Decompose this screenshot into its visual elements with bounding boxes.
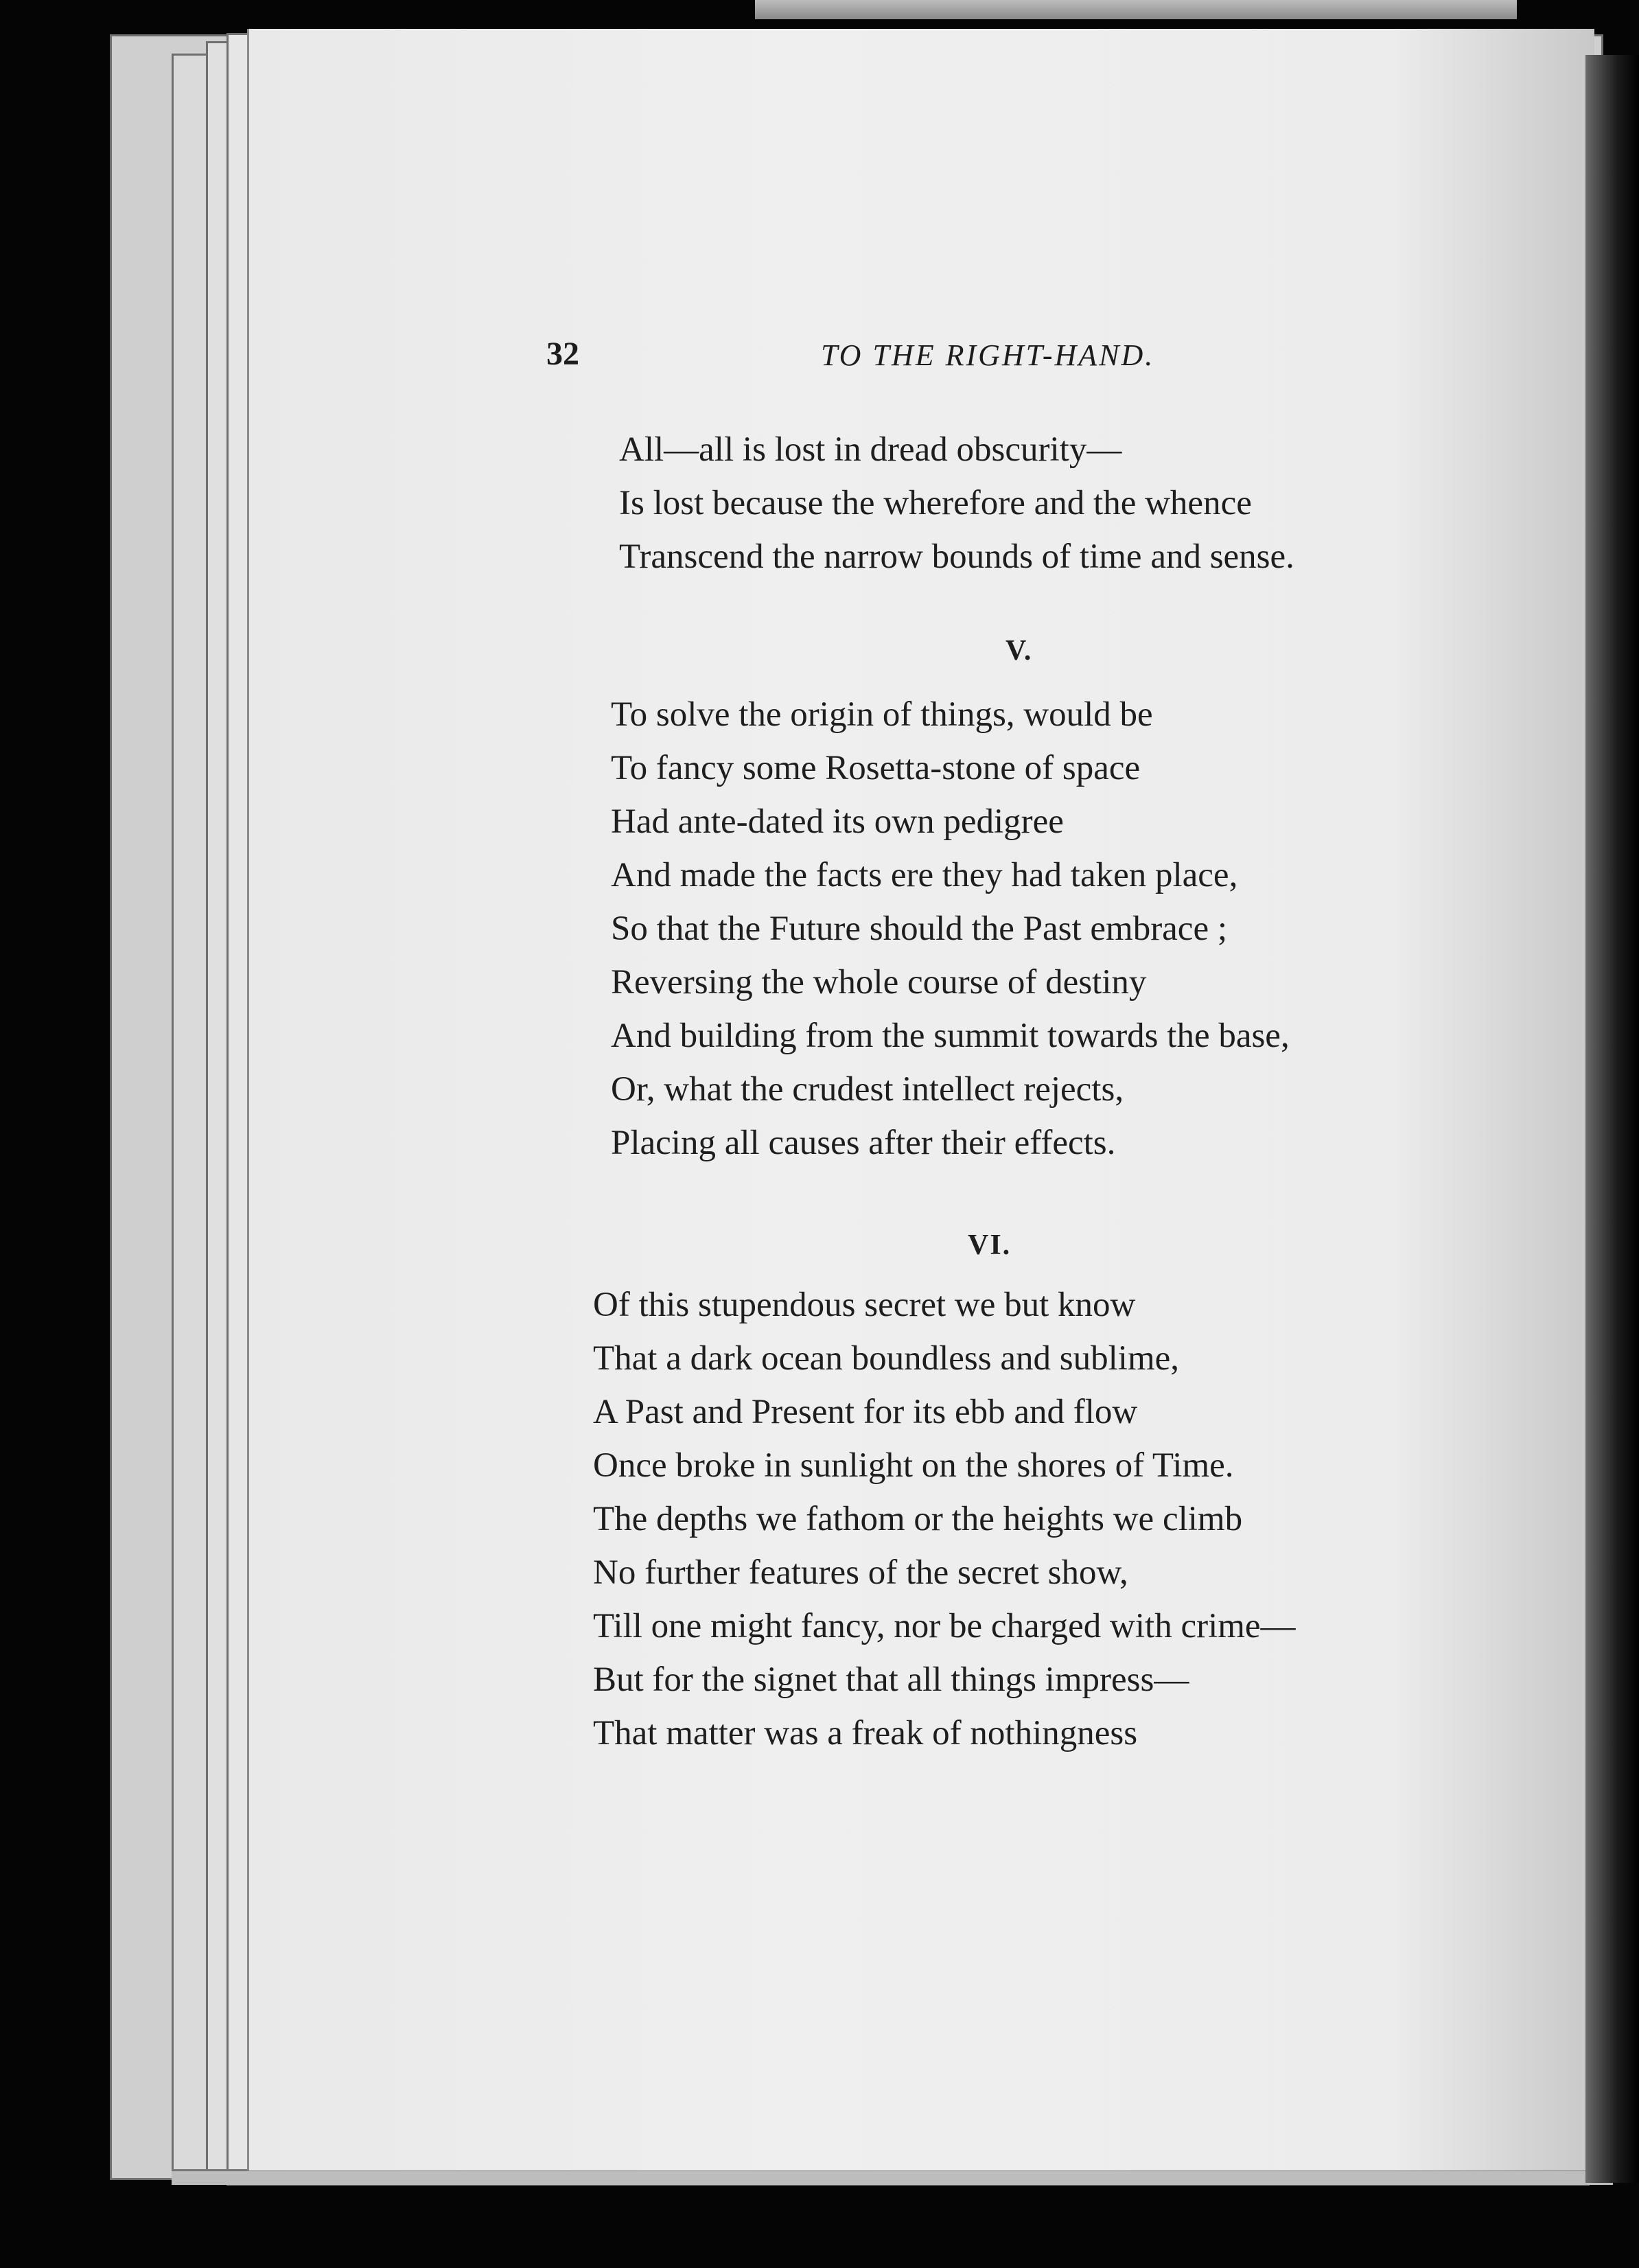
verse-line: All—all is lost in dread obscurity— [619,430,1122,469]
page-header [546,335,1253,383]
verse-line: To solve the origin of things, would be [611,695,1153,734]
verse-line: Or, what the crudest intellect rejects, [611,1070,1124,1109]
section-numeral-vi: VI. [968,1229,1012,1261]
verse-line: Had ante-dated its own pedigree [611,802,1064,841]
verse-line: Reversing the whole course of destiny [611,963,1147,1002]
stanza-1 [619,423,1294,583]
page-number: 32 [546,336,579,372]
verse-line: But for the signet that all things impress— [593,1660,1189,1699]
verse-line: That matter was a freak of nothingness [593,1714,1138,1752]
verse-line: Is lost because the wherefore and the whence [619,484,1252,522]
verse-line: Till one might fancy, nor be charged with crime— [593,1607,1296,1645]
verse-line: That a dark ocean boundless and sublime, [593,1339,1180,1378]
verse-line: To fancy some Rosetta-stone of space [611,749,1141,787]
verse-line: Placing all causes after their effects. [611,1124,1116,1162]
verse-line: The depths we fathom or the heights we climb [593,1500,1243,1538]
verse-line: Once broke in sunlight on the shores of Time. [593,1446,1234,1485]
book-bottom-edge [172,2169,1613,2185]
verse-line: No further features of the secret show, [593,1553,1128,1592]
verse-line: And building from the summit towards the base, [611,1017,1290,1055]
verse-line: Of this stupendous secret we but know [593,1286,1136,1324]
running-title: TO THE RIGHT-HAND. [821,338,1155,372]
verse-line: And made the facts ere they had taken place, [611,856,1238,894]
stanza-3 [593,1278,1296,1760]
section-numeral-v: V. [1006,635,1033,667]
verse-line: So that the Future should the Past embrace ; [611,910,1228,948]
page-gutter-shadow [1585,55,1639,2183]
scanner-top-strip [755,0,1517,19]
verse-line: A Past and Present for its ebb and flow [593,1393,1138,1431]
verse-line: Transcend the narrow bounds of time and sense. [619,537,1294,576]
stanza-2 [611,688,1290,1170]
